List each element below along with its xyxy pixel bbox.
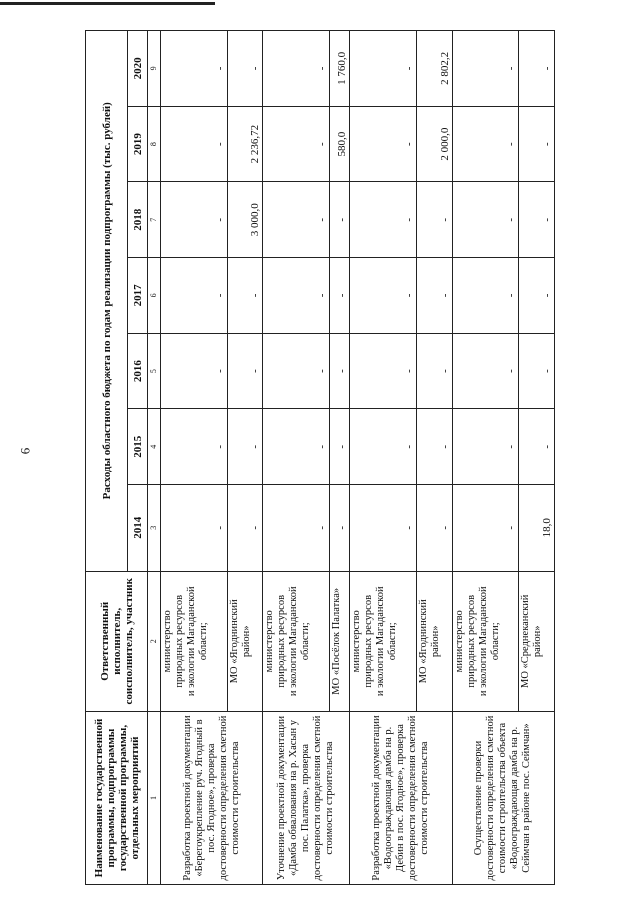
budget-value: - — [350, 258, 417, 334]
table-row — [161, 31, 228, 885]
header-year: 2014 — [128, 485, 148, 571]
budget-value: 1 760,0 — [330, 31, 350, 107]
column-number: 1 — [148, 712, 161, 885]
column-number: 5 — [148, 333, 161, 409]
budget-value: - — [417, 258, 452, 334]
table-row — [350, 31, 417, 885]
header-year: 2018 — [128, 182, 148, 258]
header-year: 2019 — [128, 106, 148, 182]
header-year: 2015 — [128, 409, 148, 485]
column-number: 8 — [148, 106, 161, 182]
budget-value: - — [161, 106, 228, 182]
budget-value: - — [417, 333, 452, 409]
budget-value: - — [227, 31, 262, 107]
budget-value: - — [330, 485, 350, 571]
budget-value: - — [330, 258, 350, 334]
budget-value: - — [263, 31, 330, 107]
budget-value: - — [417, 182, 452, 258]
budget-value: - — [330, 333, 350, 409]
budget-value: - — [161, 31, 228, 107]
budget-value: 18,0 — [519, 485, 555, 571]
budget-value: - — [417, 409, 452, 485]
budget-value: - — [519, 333, 555, 409]
responsible-party: министерство природных ресурсов и экологии Магаданской области; — [350, 571, 417, 712]
budget-value: - — [330, 409, 350, 485]
budget-value: - — [161, 485, 228, 571]
table-row — [452, 31, 519, 885]
budget-value: - — [161, 182, 228, 258]
budget-value: - — [227, 333, 262, 409]
budget-value: - — [161, 409, 228, 485]
budget-value: - — [519, 409, 555, 485]
column-number: 2 — [148, 571, 161, 712]
budget-value: 3 000,0 — [227, 182, 262, 258]
budget-value: - — [263, 409, 330, 485]
budget-value: - — [350, 333, 417, 409]
budget-value: - — [263, 485, 330, 571]
activity-name: Уточнение проектной документации «Дамба обвалования на р. Хасын у пос. Палатка», проверка достоверности определения сметной стоимости строительства — [263, 712, 350, 885]
budget-value: - — [227, 409, 262, 485]
responsible-party: министерство природных ресурсов и экологии Магаданской области; — [263, 571, 330, 712]
header-responsible: Ответственный исполнитель, соисполнитель, участник — [86, 571, 148, 712]
column-number: 6 — [148, 258, 161, 334]
budget-value: 580,0 — [330, 106, 350, 182]
budget-value: 2 802,2 — [417, 31, 452, 107]
budget-value: - — [452, 333, 519, 409]
budget-value: - — [519, 182, 555, 258]
budget-value: - — [350, 182, 417, 258]
budget-value: - — [452, 106, 519, 182]
budget-value: 2 000,0 — [417, 106, 452, 182]
budget-value: - — [452, 31, 519, 107]
budget-value: - — [519, 31, 555, 107]
budget-value: - — [417, 485, 452, 571]
page-number: 6 — [17, 447, 33, 455]
budget-value: - — [161, 258, 228, 334]
budget-value: - — [227, 258, 262, 334]
column-number: 9 — [148, 31, 161, 107]
table-row — [263, 31, 330, 885]
budget-value: - — [161, 333, 228, 409]
budget-value: - — [263, 333, 330, 409]
budget-value: - — [263, 182, 330, 258]
responsible-party: министерство природных ресурсов и экологии Магаданской области; — [161, 571, 228, 712]
header-name: Наименование государственной программы, подпрограммы государственной программы, отдельных мероприятий — [86, 712, 148, 885]
responsible-party: министерство природных ресурсов и экологии Магаданской области; — [452, 571, 519, 712]
column-number: 7 — [148, 182, 161, 258]
responsible-party: МО «Ягоднинский район» — [227, 571, 262, 712]
header-budget: Расходы областного бюджета по годам реализации подпрограммы (тыс. рублей) — [86, 31, 128, 572]
responsible-party: МО «Посёлок Палатка» — [330, 571, 350, 712]
rotated-table-sheet — [85, 30, 555, 885]
budget-value: - — [350, 485, 417, 571]
header-year: 2020 — [128, 31, 148, 107]
budget-value: - — [452, 258, 519, 334]
top-rule — [0, 2, 215, 5]
budget-value: 2 236,72 — [227, 106, 262, 182]
responsible-party: МО «Ягоднинский район» — [417, 571, 452, 712]
budget-table — [85, 30, 555, 885]
activity-name: Осуществление проверки достоверности определения сметной стоимости строительства объекта «Водоограждающая дамба на р. Сеймчан в районе пос. Сеймчан» — [452, 712, 555, 885]
budget-value: - — [350, 106, 417, 182]
header-year: 2017 — [128, 258, 148, 334]
budget-value: - — [350, 31, 417, 107]
column-number: 4 — [148, 409, 161, 485]
activity-name: Разработка проектной документации «Берегоукрепление руч. Ягодный в пос. Ягодное», проверка достоверности определения сметной стоимости строительства — [161, 712, 263, 885]
budget-value: - — [350, 409, 417, 485]
budget-value: - — [519, 106, 555, 182]
column-number: 3 — [148, 485, 161, 571]
budget-value: - — [452, 409, 519, 485]
budget-value: - — [519, 258, 555, 334]
responsible-party: МО «Среднеканский район» — [519, 571, 555, 712]
budget-value: - — [330, 182, 350, 258]
budget-value: - — [227, 485, 262, 571]
activity-name: Разработка проектной документации «Водоограждающая дамба на р. Дебин в пос. Ягодное», проверка достоверности определения сметной стоимости строительства — [350, 712, 452, 885]
budget-value: - — [263, 258, 330, 334]
budget-value: - — [263, 106, 330, 182]
budget-value: - — [452, 182, 519, 258]
budget-value: - — [452, 485, 519, 571]
header-year: 2016 — [128, 333, 148, 409]
